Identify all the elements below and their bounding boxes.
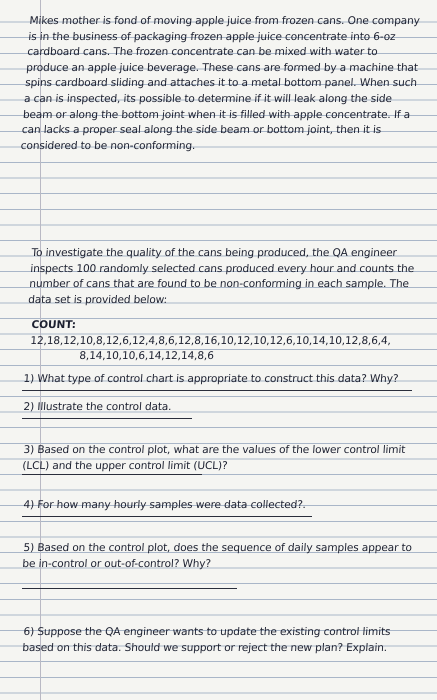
question-divider <box>22 390 412 391</box>
question-5: 5) Based on the control plot, does the sequence of daily samples appear to be in-control or out-of-control? Why? <box>22 542 413 570</box>
question-divider <box>22 516 312 517</box>
question-1: 1) What type of control chart is appropriate to construct this data? Why? <box>23 373 399 385</box>
question-3: 3) Based on the control plot, what are the values of the lower control limit (LCL) and the upper control limit (UCL)? <box>22 444 406 472</box>
count-label: COUNT: <box>31 319 77 331</box>
count-values-line-1: 12,18,12,10,8,12,6,12,4,8,6,12,8,16,10,12,10,12,6,10,14,10,12,8,6,4, <box>30 334 392 347</box>
question-divider <box>22 418 192 419</box>
question-divider <box>22 588 237 589</box>
question-divider <box>22 474 202 475</box>
setup-paragraph: To investigate the quality of the cans being produced, the QA engineer inspects 100 randomly selected cans produced every hour and counts the number of cans that are found to be non-conforming in each sample. The data set is provided below: <box>27 247 415 306</box>
count-data <box>29 318 423 365</box>
question-6: 6) Suppose the QA engineer wants to update the existing control limits based on this data. Should we support or reject the new plan? Explain. <box>22 626 391 654</box>
question-4: 4) For how many hourly samples were data collected?. <box>23 499 307 511</box>
count-values-line-2: 8,14,10,10,6,14,12,14,8,6 <box>78 350 215 363</box>
question-2: 2) Illustrate the control data. <box>23 401 172 413</box>
intro-paragraph: Mikes mother is fond of moving apple juice from frozen cans. One company is in the business of packaging frozen apple juice concentrate into 6-oz cardboard cans. The frozen concentrate can be mixed with water to produce an apple juice beverage. These cans are formed by a machine that spins cardboard sliding and attaches it to a metal bottom panel. When such a can is inspected, its possible to determine if it will leak along the side beam or along the bottom joint when it is filled with apple concentrate. If a can lacks a proper seal along the side beam or bottom joint, then it is considered to be non-conforming. <box>20 15 421 152</box>
